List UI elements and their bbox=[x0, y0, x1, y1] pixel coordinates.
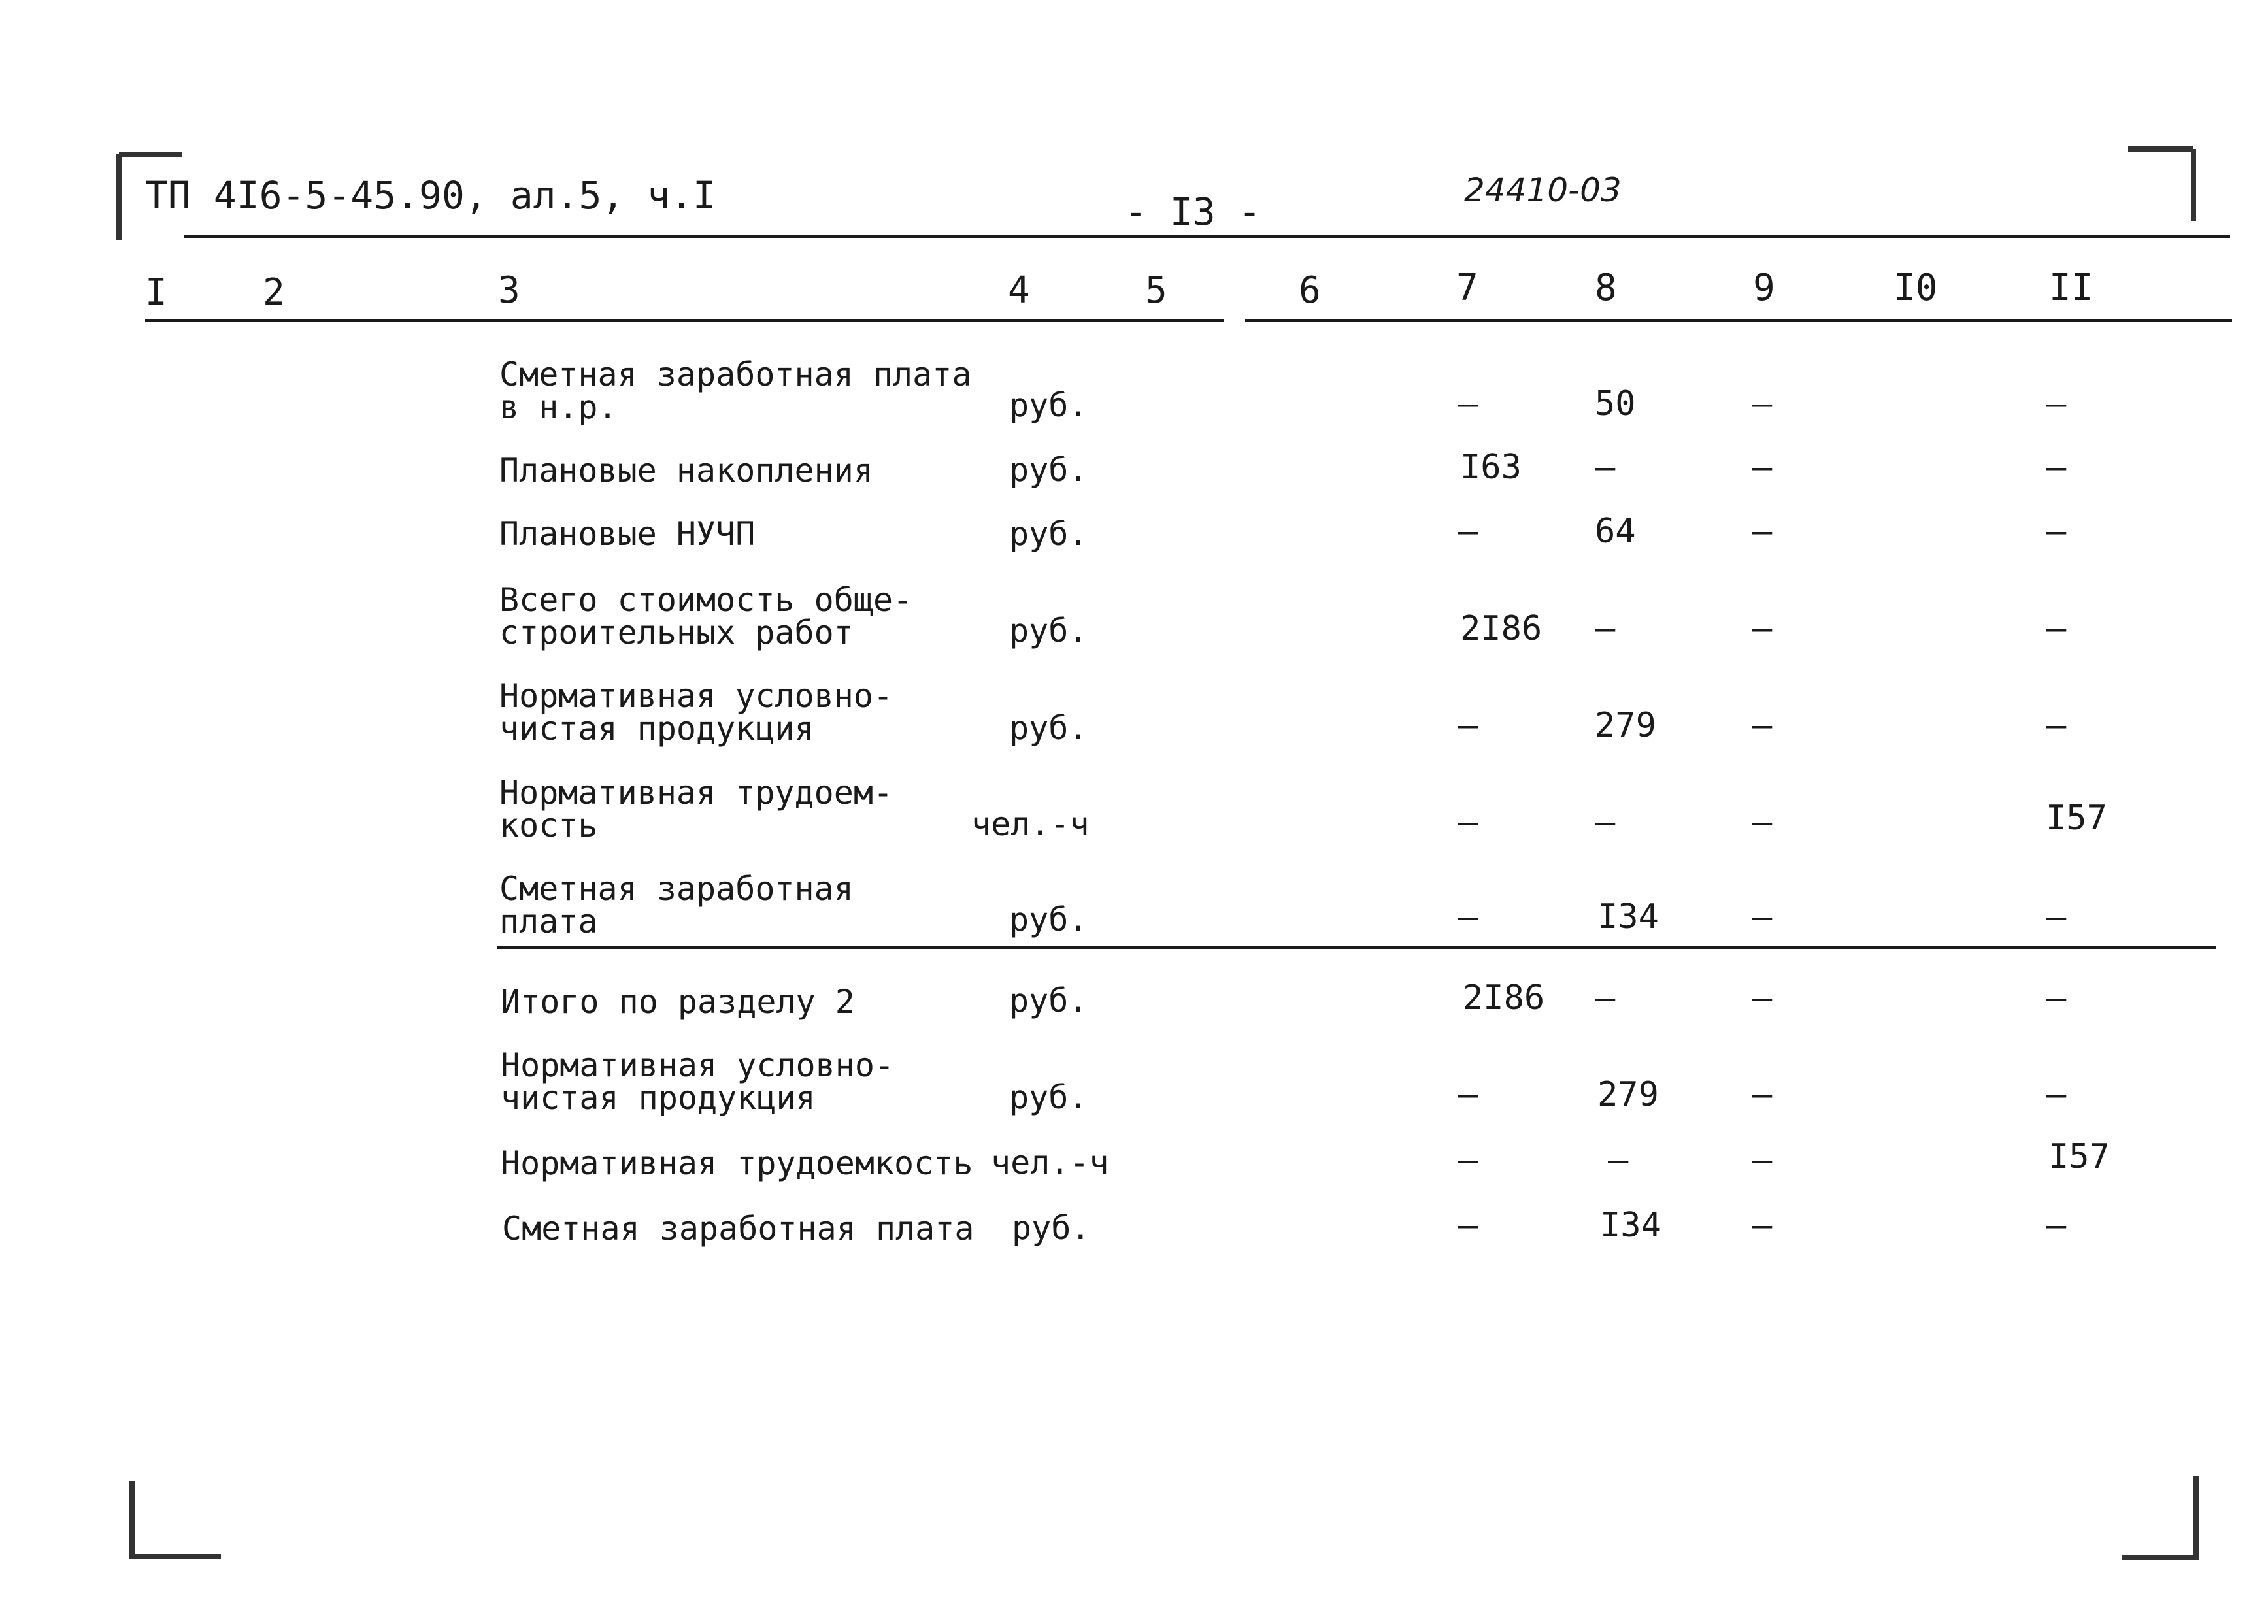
row-col11: – bbox=[2046, 1075, 2067, 1114]
row-unit: руб. bbox=[1009, 451, 1088, 489]
row-unit: руб. bbox=[1009, 982, 1088, 1019]
column-number: I0 bbox=[1893, 267, 1938, 309]
column-number: 9 bbox=[1753, 267, 1775, 309]
row-col8: 279 bbox=[1595, 706, 1656, 745]
row-unit: руб. bbox=[1009, 901, 1088, 938]
row-col9: – bbox=[1752, 1075, 1773, 1114]
column-number: 8 bbox=[1595, 267, 1617, 309]
column-number: 6 bbox=[1299, 269, 1321, 312]
row-col8: I34 bbox=[1600, 1206, 1661, 1245]
corner-mark-bottom-left bbox=[125, 1477, 224, 1562]
row-col11: – bbox=[2046, 384, 2067, 423]
row-unit: руб. bbox=[1012, 1209, 1091, 1247]
row-label: Нормативная условно- bbox=[501, 1046, 895, 1084]
row-label: Всего стоимость обще- bbox=[499, 581, 913, 619]
column-rule-left bbox=[145, 319, 1224, 322]
corner-mark-bottom-right bbox=[2118, 1474, 2203, 1562]
row-col8: 279 bbox=[1597, 1075, 1659, 1114]
row-unit: руб. bbox=[1009, 612, 1088, 650]
row-label: Нормативная трудоем- bbox=[499, 774, 893, 812]
row-col7: – bbox=[1458, 803, 1478, 842]
row-col11: – bbox=[2046, 978, 2067, 1018]
row-label: Нормативная трудоемкость bbox=[501, 1144, 973, 1182]
row-label: чистая продукция bbox=[499, 710, 814, 748]
row-unit: чел.-ч bbox=[991, 1144, 1109, 1182]
column-number: 3 bbox=[498, 269, 520, 312]
row-col8: – bbox=[1595, 609, 1616, 648]
row-col11: – bbox=[2046, 609, 2067, 648]
row-col11: I57 bbox=[2048, 1137, 2110, 1176]
row-col8: I34 bbox=[1597, 897, 1659, 936]
row-col9: – bbox=[1752, 448, 1773, 487]
row-label: Сметная заработная плата bbox=[502, 1210, 975, 1248]
header-rule bbox=[184, 235, 2230, 238]
row-unit: руб. bbox=[1009, 1078, 1088, 1116]
row-col11: – bbox=[2046, 512, 2067, 551]
row-col9: – bbox=[1752, 706, 1773, 745]
column-rule-right bbox=[1245, 319, 2232, 322]
row-col8: 50 bbox=[1595, 384, 1636, 423]
row-col9: – bbox=[1752, 609, 1773, 648]
column-number: 7 bbox=[1456, 267, 1478, 309]
row-col8: – bbox=[1595, 978, 1616, 1018]
row-unit: чел.-ч bbox=[971, 805, 1090, 843]
section-total-label: Итого по разделу 2 bbox=[501, 983, 855, 1021]
row-col7: – bbox=[1458, 512, 1478, 551]
row-col9: – bbox=[1752, 803, 1773, 842]
row-unit: руб. bbox=[1009, 709, 1088, 747]
row-col8: – bbox=[1608, 1140, 1629, 1180]
row-col11: I57 bbox=[2046, 799, 2107, 838]
corner-mark-top-right bbox=[2124, 145, 2203, 224]
row-label: в н.р. bbox=[499, 388, 618, 426]
row-label: плата bbox=[499, 903, 598, 940]
row-col8: 64 bbox=[1595, 512, 1636, 551]
row-col9: – bbox=[1752, 978, 1773, 1018]
row-col7: – bbox=[1458, 1075, 1478, 1114]
row-label: строительных работ bbox=[499, 614, 854, 652]
row-col11: – bbox=[2046, 706, 2067, 745]
row-col9: – bbox=[1752, 1206, 1773, 1245]
row-col11: – bbox=[2046, 897, 2067, 936]
column-number: 4 bbox=[1008, 269, 1030, 312]
row-col7: – bbox=[1458, 1206, 1478, 1245]
row-label: Нормативная условно- bbox=[499, 677, 893, 715]
row-col8: – bbox=[1595, 803, 1616, 842]
row-col9: – bbox=[1752, 384, 1773, 423]
row-col9: – bbox=[1752, 1140, 1773, 1180]
row-label: Сметная заработная bbox=[499, 870, 854, 908]
column-number: 2 bbox=[263, 271, 285, 314]
row-col7: – bbox=[1458, 897, 1478, 936]
row-col7: 2I86 bbox=[1460, 609, 1543, 648]
row-label: чистая продукция bbox=[501, 1079, 816, 1117]
row-col7: – bbox=[1458, 706, 1478, 745]
section-rule bbox=[497, 946, 2216, 949]
row-unit: руб. bbox=[1009, 515, 1088, 553]
row-col9: – bbox=[1752, 512, 1773, 551]
row-col7: – bbox=[1458, 1140, 1478, 1180]
page-number: - I3 - bbox=[1124, 190, 1261, 234]
row-col8: – bbox=[1595, 448, 1616, 487]
row-col7: 2I86 bbox=[1463, 978, 1545, 1018]
stamp-number: 24410-03 bbox=[1464, 171, 1622, 209]
column-number: 5 bbox=[1145, 269, 1167, 312]
row-unit: руб. bbox=[1009, 386, 1088, 424]
project-code: ТП 4I6-5-45.90, ал.5, ч.I bbox=[145, 173, 716, 218]
row-col7: – bbox=[1458, 384, 1478, 423]
row-label: Плановые НУЧП bbox=[499, 515, 756, 553]
row-col7: I63 bbox=[1460, 448, 1522, 487]
row-label: Плановые накопления bbox=[499, 452, 873, 489]
row-label: Сметная заработная плата bbox=[499, 356, 972, 393]
column-number: I bbox=[145, 271, 167, 314]
row-col11: – bbox=[2046, 1206, 2067, 1245]
column-number: II bbox=[2049, 267, 2093, 309]
row-col11: – bbox=[2046, 448, 2067, 487]
row-label: кость bbox=[499, 806, 598, 844]
row-col9: – bbox=[1752, 897, 1773, 936]
